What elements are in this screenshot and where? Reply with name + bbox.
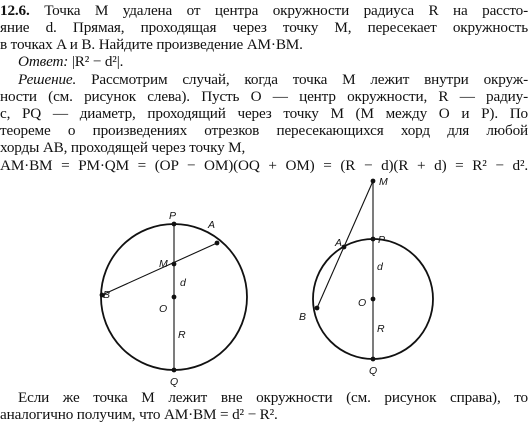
right-label-p: P	[378, 234, 386, 246]
left-label-r: R	[178, 329, 186, 341]
problem-number: 12.6.	[0, 2, 30, 19]
conclusion-line-1: Если же точка M лежит вне окружности (см. рисунок справа), то	[18, 389, 528, 406]
right-label-o: O	[358, 297, 367, 309]
figure-left	[100, 210, 260, 388]
right-label-r: R	[377, 323, 385, 335]
problem-line-3: в точках A и B. Найдите произведение AM·BM.	[0, 36, 303, 53]
right-point-o	[371, 297, 376, 302]
left-label-q: Q	[170, 376, 179, 388]
solution-line-5: хорды AB, проходящей через точку M,	[0, 139, 246, 156]
right-label-q: Q	[369, 365, 378, 377]
left-label-o: O	[159, 303, 168, 315]
right-label-m: M	[379, 176, 388, 188]
left-label-p: P	[169, 210, 177, 222]
right-point-m	[371, 179, 376, 184]
right-point-q	[371, 357, 376, 362]
solution-line-3: с, PQ — диаметр, проходящий через точку M (M между O и P). По	[0, 105, 528, 122]
solution-line-2: ности (см. рисунок слева). Пусть O — центр окружности, R — радиу-	[0, 88, 528, 105]
left-point-p	[172, 222, 177, 227]
left-label-a: A	[208, 219, 216, 231]
problem-line-2: яние d. Прямая, проходящая через точку M, пересекает окружность	[0, 19, 528, 36]
right-point-a	[342, 245, 347, 250]
left-point-m	[172, 262, 177, 267]
conclusion-line-2: аналогично получим, что AM·BM = d² − R².	[0, 406, 278, 423]
right-point-b	[315, 306, 320, 311]
solution-formula: AM·BM = PM·QM = (OP − OM)(OQ + OM) = (R − d)(R + d) = R² − d².	[0, 157, 528, 174]
answer-line	[18, 53, 528, 70]
left-label-b: B	[103, 289, 111, 301]
answer-value: |R² − d²|.	[71, 53, 124, 70]
solution-line-1	[18, 71, 528, 88]
answer-label: Ответ:	[18, 53, 69, 70]
problem-line-1	[0, 2, 528, 19]
left-point-a	[215, 241, 220, 246]
figure-right	[300, 172, 460, 384]
left-label-m: M	[159, 258, 168, 270]
solution-text-1: Рассмотрим случай, когда точка M лежит внутри окруж-	[91, 71, 528, 88]
left-label-d: d	[180, 277, 186, 289]
left-point-o	[172, 295, 177, 300]
solution-line-4: теореме о произведениях отрезков пересекающихся хорд для любой	[0, 122, 528, 139]
right-label-a: A	[335, 237, 343, 249]
right-secant-mb	[317, 181, 373, 308]
right-label-d: d	[377, 261, 383, 273]
solution-label: Решение.	[18, 71, 77, 88]
problem-text-1: Точка M удалена от центра окружности радиуса R на рассто-	[44, 2, 528, 19]
right-point-p	[371, 237, 376, 242]
right-label-b: B	[299, 311, 307, 323]
left-point-q	[172, 368, 177, 373]
